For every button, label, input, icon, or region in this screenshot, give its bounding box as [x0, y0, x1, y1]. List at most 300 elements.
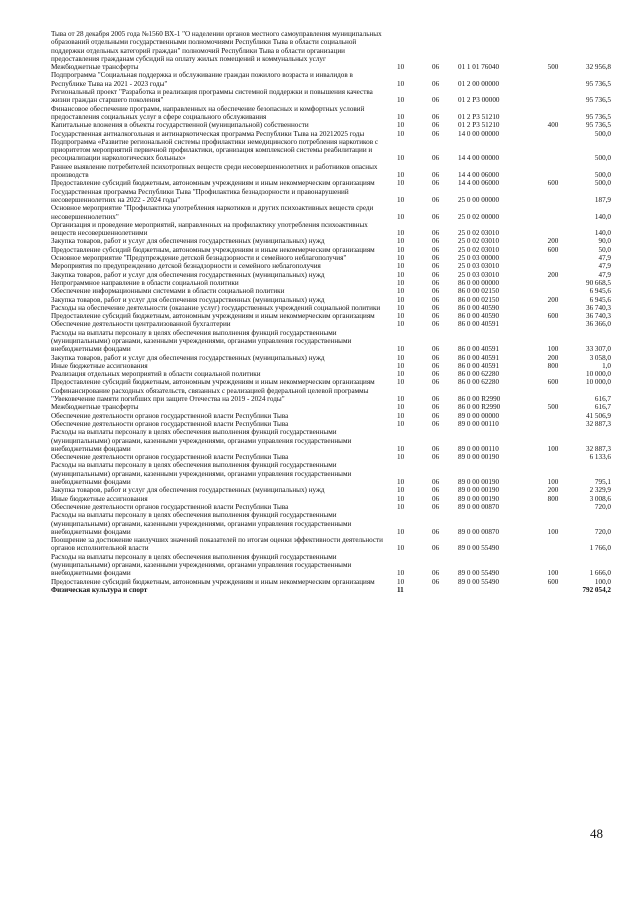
section-code: 10: [397, 121, 405, 130]
row-name: Иные бюджетные ассигнования: [51, 361, 148, 370]
target-article-code: 14 4 00 06000: [458, 179, 500, 188]
row-name: Закупка товаров, работ и услуг для обеспечения государственных (муниципальных) нужд: [51, 486, 325, 495]
amount: 90,0: [598, 237, 611, 246]
target-article-code: 86 0 00 R2990: [458, 403, 501, 412]
subsection-code: 06: [432, 361, 440, 370]
table-row: [51, 287, 611, 295]
table-row: [51, 320, 611, 328]
expense-type-code: [538, 71, 568, 88]
amount: 36 740,3: [586, 312, 611, 321]
section-code: 10: [397, 502, 405, 511]
amount: 95 736,5: [586, 96, 611, 105]
section-code: 10: [397, 262, 405, 271]
target-article-code: 86 0 00 R2990: [458, 395, 501, 404]
amount: 187,9: [594, 195, 611, 204]
target-article-code: 89 0 00 00870: [458, 527, 500, 536]
subsection-code: 06: [432, 345, 440, 354]
table-row: [51, 30, 611, 63]
row-name: Софинансирование расходных обязательств, связанных с реализацией федеральной целевой программы "Увековечение памяти погибших при защите Отечества на 2019 - 2024 годы": [51, 386, 369, 404]
amount: 33 307,0: [586, 345, 611, 354]
amount: 3 008,6: [589, 494, 611, 503]
expense-type-code: 200: [547, 270, 559, 279]
subsection-code: 06: [432, 245, 440, 254]
table-row: [51, 362, 611, 370]
table-row: [51, 63, 611, 71]
amount: 36 740,3: [586, 303, 611, 312]
expense-type-code: 800: [547, 494, 559, 503]
section-code: 10: [397, 270, 405, 279]
target-article-code: 86 0 00 02150: [458, 287, 500, 296]
table-row: [51, 586, 611, 594]
table-row: [51, 378, 611, 386]
row-name: Основное мероприятие "Предупреждение детской безнадзорности и семейного неблагополучия": [51, 254, 347, 263]
target-article-code: 89 0 00 00110: [458, 419, 499, 428]
section-code: 10: [397, 353, 405, 362]
target-article-code: 89 0 00 00190: [458, 453, 500, 462]
target-article-code: 86 0 00 40591: [458, 361, 500, 370]
expense-type-code: 100: [547, 478, 559, 487]
section-code: 10: [397, 486, 405, 495]
section-code: 10: [397, 96, 405, 105]
target-article-code: 89 0 00 00190: [458, 494, 500, 503]
amount: 500,0: [594, 179, 611, 188]
subsection-code: 06: [432, 278, 440, 287]
row-name: Обеспечение деятельности органов государственной власти Республики Тыва: [51, 502, 289, 511]
section-code: 10: [397, 229, 405, 238]
target-article-code: 89 0 00 00000: [458, 411, 500, 420]
table-row: [51, 204, 611, 221]
expense-type-code: 200: [547, 353, 559, 362]
section-code: 10: [397, 254, 405, 263]
budget-document: [51, 30, 611, 594]
table-row: [51, 121, 611, 129]
subsection-code: 06: [432, 121, 440, 130]
subsection-code: 06: [432, 287, 440, 296]
target-article-code: [456, 586, 538, 594]
target-article-code: [456, 30, 538, 63]
table-row: [51, 486, 611, 494]
section-code: 10: [397, 453, 405, 462]
table-row: [51, 412, 611, 420]
row-name: Подпрограмма "Социальная поддержка и обслуживание граждан пожилого возраста и инвалидов в Республике Тыва на 2021 - 2023 годы": [51, 71, 353, 88]
row-name: Обеспечение деятельности органов государственной власти Республики Тыва: [51, 453, 289, 462]
table-row: [51, 237, 611, 245]
subsection-code: 06: [432, 270, 440, 279]
expense-type-code: [538, 387, 568, 404]
table-row: [51, 536, 611, 553]
subsection-code: 06: [432, 195, 440, 204]
amount: 2 329,9: [589, 486, 611, 495]
row-name: Расходы на выплаты персоналу в целях обеспечения выполнения функций государственными (муниципальными) органами, казенными учреждениями, органами управления государственными внебюджетными фондами: [51, 552, 352, 578]
amount: 616,7: [594, 395, 611, 404]
subsection-code: 06: [432, 419, 440, 428]
amount: [568, 30, 611, 63]
expense-type-code: 100: [547, 345, 559, 354]
expense-type-code: [538, 105, 568, 122]
expense-type-code: 500: [547, 63, 559, 72]
table-row: [51, 88, 611, 105]
row-name: Иные бюджетные ассигнования: [51, 494, 148, 503]
table-row: [51, 188, 611, 205]
section-code: 10: [397, 345, 405, 354]
section-code: 10: [397, 312, 405, 321]
row-name: Предоставление субсидий бюджетным, автономным учреждениям и иным некоммерческим организациям: [51, 179, 375, 188]
target-article-code: 14 4 00 00000: [458, 154, 500, 163]
expense-type-code: [538, 536, 568, 553]
expense-type-code: 100: [547, 527, 559, 536]
row-name: Раннее выявление потребителей психотропных веществ среди несовершеннолетних и работников опасных производств: [51, 162, 378, 180]
subsection-code: 06: [432, 303, 440, 312]
target-article-code: 01 2 P3 00000: [458, 96, 500, 105]
amount: 616,7: [594, 403, 611, 412]
amount: 6 945,6: [589, 287, 611, 296]
expense-type-code: [538, 204, 568, 221]
expense-type-code: 800: [547, 361, 559, 370]
section-code: 10: [397, 403, 405, 412]
target-article-code: 25 0 02 03010: [458, 229, 500, 238]
table-row: [51, 578, 611, 586]
section-code: 10: [397, 320, 405, 329]
subsection-code: 06: [432, 444, 440, 453]
row-name: Физическая культура и спорт: [51, 585, 148, 594]
section-code: 10: [397, 303, 405, 312]
expense-type-code: [538, 503, 568, 511]
subsection-code: 06: [432, 79, 440, 88]
amount: 32 887,3: [586, 444, 611, 453]
amount: 140,0: [594, 212, 611, 221]
row-name: Обеспечение деятельности централизованной бухгалтерии: [51, 320, 231, 329]
target-article-code: 14 0 00 00000: [458, 129, 500, 138]
row-name: Поощрение за достижение наилучших значений показателей по итогам оценки эффективности деятельности органов исполнительной власти: [51, 536, 384, 553]
expense-type-code: [538, 412, 568, 420]
target-article-code: 01 2 P3 51210: [458, 112, 500, 121]
row-name: Обеспечение информационными системами в области социальной политики: [51, 287, 285, 296]
table-row: [51, 221, 611, 238]
subsection-code: 06: [432, 411, 440, 420]
subsection-code: 06: [432, 229, 440, 238]
amount: 50,0: [598, 245, 611, 254]
target-article-code: 86 0 00 40590: [458, 303, 500, 312]
row-name: Предоставление субсидий бюджетным, автономным учреждениям и иным некоммерческим организациям: [51, 378, 375, 387]
expense-type-code: 400: [547, 121, 559, 130]
amount: 6 133,6: [589, 453, 611, 462]
section-code: 10: [397, 419, 405, 428]
amount: 720,0: [594, 527, 611, 536]
row-name: Мероприятия по предупреждению детской безнадзорности и семейного неблагополучия: [51, 262, 321, 271]
row-name: Непрограммное направление в области социальной политики: [51, 278, 239, 287]
amount: 10 000,0: [586, 370, 611, 379]
subsection-code: 06: [432, 237, 440, 246]
expense-type-code: [538, 88, 568, 105]
subsection-code: 06: [432, 403, 440, 412]
row-name: Межбюджетные трансферты: [51, 403, 139, 412]
row-name: Региональный проект "Разработка и реализация программы системной поддержки и повышения качества жизни граждан старшего поколения": [51, 88, 373, 105]
row-name: Реализация отдельных мероприятий в области социальной политики: [51, 370, 261, 379]
table-row: [51, 138, 611, 163]
table-row: [51, 453, 611, 461]
table-row: [51, 428, 611, 453]
subsection-code: 06: [432, 353, 440, 362]
subsection-code: 06: [432, 262, 440, 271]
amount: 500,0: [594, 171, 611, 180]
amount: 90 668,5: [586, 278, 611, 287]
expense-type-code: 500: [547, 403, 559, 412]
row-name: Государственная антиалкогольная и антинаркотическая программа Республики Тыва на 20212025 годы: [51, 129, 365, 138]
amount: 47,9: [598, 262, 611, 271]
row-name: Закупка товаров, работ и услуг для обеспечения государственных (муниципальных) нужд: [51, 237, 325, 246]
row-name: Организация и проведение мероприятий, направленных на профилактику употребления психоактивных веществ несовершеннолетними: [51, 220, 368, 238]
table-row: [51, 279, 611, 287]
row-name: Государственная программа Республики Тыва "Профилактика безнадзорности и правонарушений несовершеннолетних на 2022 - 2024 годы": [51, 187, 349, 204]
expense-type-code: [538, 453, 568, 461]
section-code: 10: [397, 378, 405, 387]
budget-table: [51, 30, 611, 594]
section-code: 10: [397, 79, 405, 88]
table-row: [51, 553, 611, 578]
row-name: Финансовое обеспечение программ, направленных на обеспечение безопасных и комфортных условий предоставления социальных услуг в сфере социального обслуживания: [51, 104, 365, 121]
amount: 140,0: [594, 229, 611, 238]
expense-type-code: 600: [547, 577, 559, 586]
target-article-code: 89 0 00 55490: [458, 577, 500, 586]
subsection-code: 06: [432, 254, 440, 263]
target-article-code: 01 1 01 76040: [458, 63, 500, 72]
row-name: Расходы на обеспечение деятельности (оказание услуг) государственных учреждений социальной политики: [51, 303, 381, 312]
table-row: [51, 312, 611, 320]
section-code: 10: [397, 112, 405, 121]
amount: 1,0: [602, 361, 611, 370]
section-code: 10: [397, 154, 405, 163]
row-name: Обеспечение деятельности органов государственной власти Республики Тыва: [51, 411, 289, 420]
target-article-code: 89 0 00 00110: [458, 444, 499, 453]
expense-type-code: [538, 138, 568, 163]
page-number: 48: [590, 826, 603, 841]
table-row: [51, 304, 611, 312]
target-article-code: 25 0 02 03010: [458, 245, 500, 254]
amount: 47,9: [598, 270, 611, 279]
section-code: 10: [397, 171, 405, 180]
section-code: 10: [397, 494, 405, 503]
subsection-code: 06: [432, 395, 440, 404]
row-name: Капитальные вложения в объекты государственной (муниципальной) собственности: [51, 121, 309, 130]
row-name: Закупка товаров, работ и услуг для обеспечения государственных (муниципальных) нужд: [51, 353, 325, 362]
row-name: Предоставление субсидий бюджетным, автономным учреждениям и иным некоммерческим организациям: [51, 312, 375, 321]
table-row: [51, 271, 611, 279]
table-row: [51, 262, 611, 270]
section-code: 10: [397, 444, 405, 453]
subsection-code: 06: [432, 171, 440, 180]
row-name: Основное мероприятие "Профилактика употребления наркотиков и других психоактивных веществ среди несовершеннолетних": [51, 204, 374, 221]
row-name: Предоставление субсидий бюджетным, автономным учреждениям и иным некоммерческим организациям: [51, 245, 375, 254]
amount: 10 000,0: [586, 378, 611, 387]
target-article-code: 89 0 00 55490: [458, 544, 500, 553]
amount: 1 666,0: [589, 569, 611, 578]
expense-type-code: 200: [547, 237, 559, 246]
table-row: [51, 254, 611, 262]
subsection-code: 06: [432, 320, 440, 329]
table-row: [51, 179, 611, 187]
row-name: Расходы на выплаты персоналу в целях обеспечения выполнения функций государственными (муниципальными) органами, казенными учреждениями, органами управления государственными внебюджетными фондами: [51, 461, 352, 487]
table-row: [51, 387, 611, 404]
subsection-code: 06: [432, 96, 440, 105]
row-name: Расходы на выплаты персоналу в целях обеспечения выполнения функций государственными (муниципальными) органами, казенными учреждениями, органами управления государственными внебюджетными фондами: [51, 428, 352, 453]
expense-type-code: 200: [547, 486, 559, 495]
expense-type-code: [538, 420, 568, 428]
row-name: Расходы на выплаты персоналу в целях обеспечения выполнения функций государственными (муниципальными) органами, казенными учреждениями, органами управления государственными внебюджетными фондами: [51, 328, 352, 354]
target-article-code: 25 0 02 03010: [458, 237, 500, 246]
section-code: 10: [397, 287, 405, 296]
target-article-code: 89 0 00 00870: [458, 502, 500, 511]
target-article-code: 89 0 00 00190: [458, 478, 500, 487]
amount: 720,0: [594, 502, 611, 511]
expense-type-code: 600: [547, 378, 559, 387]
section-code: 10: [397, 295, 405, 304]
subsection-code: 06: [432, 494, 440, 503]
table-row: [51, 71, 611, 88]
subsection-code: 06: [432, 63, 440, 72]
target-article-code: 14 4 00 06000: [458, 171, 500, 180]
subsection-code: 06: [432, 179, 440, 188]
row-name: Подпрограмма «Развитие региональной системы профилактики немедицинского потребления наркотиков с приоритетом мероприятий первичной профилактики, организация комплексной системы реабилитации и ресоциализации наркологических больных»: [51, 137, 379, 163]
section-code: 10: [397, 370, 405, 379]
section-code: 10: [397, 527, 405, 536]
target-article-code: 25 0 03 00000: [458, 254, 500, 263]
table-row: [51, 354, 611, 362]
expense-type-code: [538, 279, 568, 287]
target-article-code: 01 2 00 00000: [458, 79, 500, 88]
amount: 795,1: [594, 478, 611, 487]
expense-type-code: [538, 163, 568, 180]
section-code: 10: [397, 395, 405, 404]
table-row: [51, 105, 611, 122]
amount: 3 058,0: [589, 353, 611, 362]
table-row: [51, 461, 611, 486]
amount: 1 766,0: [589, 544, 611, 553]
amount: 792 054,2: [582, 585, 611, 594]
expense-type-code: 200: [547, 295, 559, 304]
subsection-code: 06: [432, 577, 440, 586]
section-code: 10: [397, 237, 405, 246]
section-code: 10: [397, 544, 405, 553]
table-row: [51, 370, 611, 378]
subsection-code: 06: [432, 370, 440, 379]
subsection-code: 06: [432, 453, 440, 462]
expense-type-code: 600: [547, 312, 559, 321]
amount: 6 945,6: [589, 295, 611, 304]
subsection-code: 06: [432, 295, 440, 304]
amount: 47,9: [598, 254, 611, 263]
subsection-code: 06: [432, 486, 440, 495]
amount: 500,0: [594, 129, 611, 138]
section-code: 10: [397, 478, 405, 487]
table-row: [51, 163, 611, 180]
expense-type-code: [538, 221, 568, 238]
table-row: [51, 246, 611, 254]
row-name: Закупка товаров, работ и услуг для обеспечения государственных (муниципальных) нужд: [51, 270, 325, 279]
target-article-code: 25 0 03 03010: [458, 270, 500, 279]
table-row: [51, 403, 611, 411]
amount: 95 736,5: [586, 112, 611, 121]
section-code: 10: [397, 129, 405, 138]
target-article-code: 86 0 00 40591: [458, 345, 500, 354]
target-article-code: 86 0 00 00000: [458, 278, 500, 287]
section-code: 10: [397, 195, 405, 204]
amount: 95 736,5: [586, 121, 611, 130]
section-code: 11: [397, 585, 404, 594]
expense-type-code: [538, 262, 568, 270]
amount: 41 506,9: [586, 411, 611, 420]
amount: 32 887,3: [586, 419, 611, 428]
amount: 36 366,0: [586, 320, 611, 329]
expense-type-code: [538, 304, 568, 312]
table-row: [51, 296, 611, 304]
expense-type-code: 600: [547, 179, 559, 188]
section-code: 10: [397, 569, 405, 578]
subsection-code: 06: [432, 527, 440, 536]
target-article-code: 89 0 00 55490: [458, 569, 500, 578]
target-article-code: 86 0 00 02150: [458, 295, 500, 304]
section-code: 10: [397, 245, 405, 254]
row-name: Межбюджетные трансферты: [51, 63, 139, 72]
subsection-code: 06: [432, 544, 440, 553]
section-code: 10: [397, 63, 405, 72]
table-row: [51, 511, 611, 536]
target-article-code: 86 0 00 62280: [458, 370, 500, 379]
section-code: 10: [397, 179, 405, 188]
amount: 95 736,5: [586, 79, 611, 88]
row-name: Предоставление субсидий бюджетным, автономным учреждениям и иным некоммерческим организациям: [51, 577, 375, 586]
table-row: [51, 495, 611, 503]
section-code: 10: [397, 577, 405, 586]
row-name: Тыва от 28 декабря 2005 года №1560 ВХ-1 "О наделении органов местного самоуправления муниципальных образований отдельными государственными полномочиями Республики Тыва в области социальной поддержки отдельных категорий граждан" полномочий Республики Тыва в области организации предоставления гражданам субсидий на оплату жилых помещений и коммунальных услуг: [51, 30, 382, 63]
table-row: [51, 130, 611, 138]
expense-type-code: [538, 320, 568, 328]
table-row: [51, 420, 611, 428]
subsection-code: 06: [432, 478, 440, 487]
table-row: [51, 503, 611, 511]
subsection-code: 06: [432, 502, 440, 511]
expense-type-code: [538, 254, 568, 262]
target-article-code: 86 0 00 40590: [458, 312, 500, 321]
target-article-code: 25 0 00 00000: [458, 195, 500, 204]
expense-type-code: [538, 130, 568, 138]
target-article-code: 86 0 00 40591: [458, 353, 500, 362]
target-article-code: 86 0 00 40591: [458, 320, 500, 329]
row-name: Закупка товаров, работ и услуг для обеспечения государственных (муниципальных) нужд: [51, 295, 325, 304]
amount: 32 956,8: [586, 63, 611, 72]
section-code: [388, 30, 430, 63]
subsection-code: [430, 30, 456, 63]
subsection-code: 06: [432, 569, 440, 578]
target-article-code: 25 0 03 03010: [458, 262, 500, 271]
subsection-code: 06: [432, 212, 440, 221]
expense-type-code: [538, 30, 568, 63]
subsection-code: 06: [432, 112, 440, 121]
subsection-code: 06: [432, 378, 440, 387]
expense-type-code: 100: [547, 444, 559, 453]
amount: 100,0: [594, 577, 611, 586]
target-article-code: 86 0 00 62280: [458, 378, 500, 387]
subsection-code: [430, 586, 456, 594]
amount: 500,0: [594, 154, 611, 163]
section-code: 10: [397, 361, 405, 370]
row-name: Обеспечение деятельности органов государственной власти Республики Тыва: [51, 419, 289, 428]
section-code: 10: [397, 278, 405, 287]
subsection-code: 06: [432, 129, 440, 138]
section-code: 10: [397, 212, 405, 221]
row-name: Расходы на выплаты персоналу в целях обеспечения выполнения функций государственными (муниципальными) органами, казенными учреждениями, органами управления государственными внебюджетными фондами: [51, 511, 352, 536]
section-code: 10: [397, 411, 405, 420]
expense-type-code: 100: [547, 569, 559, 578]
